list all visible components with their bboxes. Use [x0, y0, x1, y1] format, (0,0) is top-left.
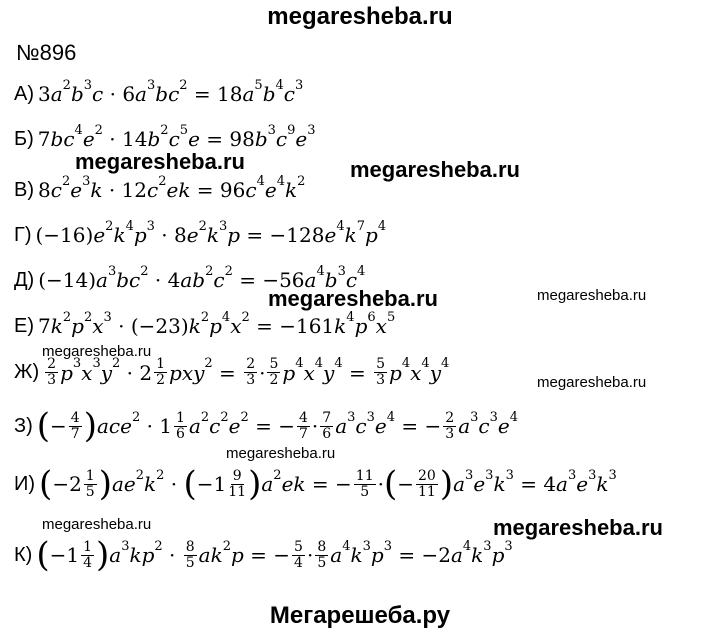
equation-d: Д) (−14) a $^3$ bc $^2$ · 4 ab $^2$ c $^2$ = −56 a $^4$ b $^3$ c $^4$ [14, 263, 366, 292]
watermark: megaresheba.ru [493, 515, 663, 540]
equation-a: А) 3 a $^2$ b $^3$ c · 6 a $^3$ bc $^2$ = 18 a $^5$ b $^4$ c $^3$ [14, 77, 304, 106]
equation-z: З) ( − $\frac{4}{7}$ ) ace $^2$ · 1 $\frac{1}{6}$ a $^2$ c $^2$ e $^2$ = − $\frac{4}{7}$ · $\frac{7}{6}$ a $^3$ c $^3$ e $^4$ = − $\frac{2}{3}$ a $^3$ c $^3$ e $^4$ [14, 406, 519, 446]
label-z: З) [14, 414, 33, 437]
equation-i: И) ( −2 $\frac{1}{5}$ ) ae $^2$ k $^2$ · ( −1 $\frac{9}{11}$ ) a $^2$ ek = − $\frac{11}{5}$ · ( − $\frac{20}{11}$ ) a $^3$ e $^3$ k $^3$ = 4 a $^3$ e $^3$ k $^3$ [14, 464, 617, 504]
watermark: megaresheba.ru [537, 374, 647, 391]
label-i: И) [14, 472, 36, 495]
equation-e: Е) 7 k $^2$ p $^2$ x $^3$ · (−23) k $^2$ p $^4$ x $^2$ = −161 k $^4$ p $^6$ x $^5$ [14, 309, 396, 338]
equation-zh: Ж) $\frac{2}{3}$ p $^3$ x $^3$ y $^2$ · 2 $\frac{1}{2}$ pxy $^2$ = $\frac{2}{3}$ · $\frac{5}{2}$ p $^4$ x $^4$ y $^4$ = $\frac{5}{3}$ p $^4$ x $^4$ y $^4$ [14, 356, 450, 388]
site-footer: Мегарешеба.ру [269, 602, 451, 629]
watermark: megaresheba.ru [42, 516, 152, 533]
watermark: megaresheba.ru [268, 286, 438, 311]
equation-b: Б) 7 bc $^4$ e $^2$ · 14 b $^2$ c $^5$ e = 98 b $^3$ c $^9$ e $^3$ [14, 122, 316, 151]
label-zh: Ж) [14, 361, 40, 383]
watermark: megaresheba.ru [226, 445, 336, 462]
label-b: Б) [14, 127, 34, 150]
equation-v: В) 8 c $^2$ e $^3$ k · 12 c $^2$ ek = 96 c $^4$ e $^4$ k $^2$ [14, 173, 306, 202]
watermark: megaresheba.ru [537, 287, 647, 304]
label-d: Д) [14, 268, 35, 291]
label-k: К) [14, 543, 33, 566]
task-number: №896 [16, 40, 77, 65]
equation-g: Г) (−16) e $^2$ k $^4$ p $^3$ · 8 e $^2$ k $^3$ p = −128 e $^4$ k $^7$ p $^4$ [14, 218, 387, 247]
site-header: megaresheba.ru [267, 3, 453, 30]
label-a: А) [14, 82, 34, 105]
label-e: Е) [14, 314, 34, 337]
label-g: Г) [14, 223, 32, 246]
watermark: megaresheba.ru [42, 343, 152, 360]
watermark: megaresheba.ru [75, 149, 245, 174]
equation-k: К) ( −1 $\frac{1}{4}$ ) a $^3$ kp $^2$ · $\frac{8}{5}$ ak $^2$ p = − $\frac{5}{4}$ · $\frac{8}{5}$ a $^4$ k $^3$ p $^3$ = −2 a $^4$ k $^3$ p $^3$ [14, 535, 513, 575]
watermark: megaresheba.ru [350, 157, 520, 182]
label-v: В) [14, 178, 34, 201]
